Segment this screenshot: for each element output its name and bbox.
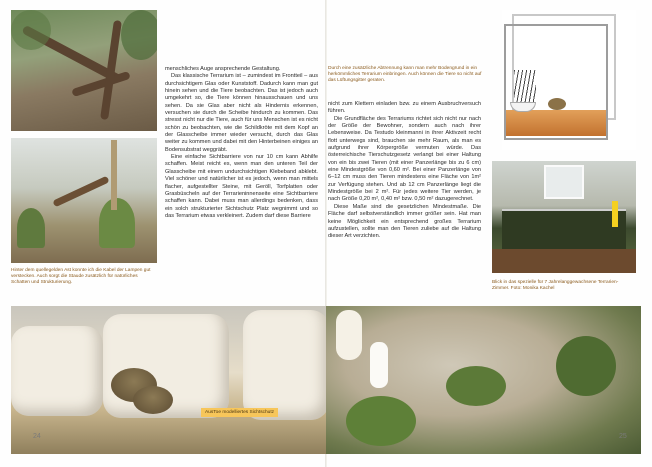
paragraph: menschliches Auge ansprechende Gestaltung.: [165, 66, 281, 72]
page-number-right: 25: [619, 433, 627, 440]
caption-right: Blick in das spezielle für 7 Jahrelanggewachsene Terrarien-Zimmer. Foto: Monika Kachel: [492, 280, 619, 291]
diagram-turtle: [548, 98, 566, 110]
diagram-grass: [514, 70, 536, 104]
caption-top: Durch eine zusätzliche Abtrennung kann man mehr Bodengrund in ein herkömmliches Terrarium einbringen. Auch können die Tiere so nicht auf das Lüftungsgitter geraten.: [328, 66, 482, 83]
photo-terrarium-topview: [326, 306, 641, 454]
article-column-a: [165, 66, 318, 220]
paragraph: Diese Maße sind die gesetzlichen Mindestmaße. Die Fläche darf selbstverständlich immer größer sein. Hat man keine Möglichkeit ein entsprechend großes Terrarium aufzustellen, sollte man den Tieren zuliebe auf die Haltung dieser Art verzichten.: [328, 203, 481, 240]
photo-label: AusToe modelliertes Sichtschutz: [201, 408, 278, 417]
paragraph: nicht zum Klettern einladen bzw. zu einem Ausbruchversuch führen.: [328, 101, 481, 115]
caption-left: Hinter dem quellegelden Ast konnte ich die Kabel der Lampen gut verstecken. Auch sorgt die Staude zusätzlich für natürliches Schatten und Strukturierung.: [11, 268, 151, 285]
article-column-b: [328, 101, 481, 241]
photo-terrarium-plants: [11, 138, 157, 263]
paragraph: Die Grundfläche des Terrariums richtet sich nicht nur nach der Größe der Bewohner, sondern auch nach ihrer Lebensweise. Da Testudo kleinmanni in ihrer Aktivzeit recht flott unterwegs sind, brauchen sie mehr Raum, als man es aufgrund ihrer Körpergröße vermuten würde. Das österreichische Tierschutzgesetz verlangt bei einer Haltung von ein bis zwei Tieren (mit einer Panzerlänge bis zu 6 cm) eine Mindestgröße von 0,60 m². Bei einer Panzerlänge von 6–12 cm muss den Tieren mindestens eine Fläche von 1m² zur Verfügung stehen. Und ab 12 cm Panzerlänge liegt die Mindestgröße bei 2 m². Für jedes weitere Tier werden, je nach Größe 0,20 m², 0,40 m² bzw. 0,50 m² dazugerechnet.: [328, 115, 481, 203]
paragraph: Das klassische Terrarium ist – zumindest im Frontteil – aus durchsichtigem Glas oder Kunststoff. Dadurch kann man gut hinein sehen und die Tiere beobachten. Das ist jedoch auch umgekehrt so, die Tiere können hinausschauen und uns sehen. Da sie Glas aber nicht als Hindernis erkennen, versuchen sie durch die Scheibe hindurch zu kommen. Das stresst nicht nur die Tiere, auch für uns Menschen ist es nicht schön zu beobachten, wie die Schildkröte mit dem Kopf an der Glasscheibe immer wieder versucht, durch das Glas weiter zu kommen und dabei mit den Hinterbeinen einiges an Bodensubstrat weggräbt.: [165, 73, 318, 153]
diagram-soil: [506, 110, 606, 136]
page-number-left: 24: [33, 433, 41, 440]
photo-branch-terrarium: [11, 10, 157, 131]
terrarium-diagram: [502, 10, 636, 150]
photo-terrarium-room: [492, 161, 636, 273]
paragraph: Eine einfache Sichtbarriere von nur 10 cm kann Abhilfe schaffen. Meist reicht es, wenn man den unteren Teil der Glasscheibe mit einem undurchsichtigen Klebeband abklebt. Viel schöner und natürlicher ist es jedoch, wenn man mittels flacher, aufgestellter Steine, mit Geröll, Torfplatten oder Grasbüscheln auf der Terrarieninnenseite eine Sichtbarriere schaffen kann. Dabei muss man allerdings bedenken, dass ein solch strukturierter Sichtschutz Platz wegnimmt und so das Terrarium etwas verkleinert. Zudem darf diese Barriere: [165, 154, 318, 219]
photo-rock-barrier: [11, 306, 326, 454]
